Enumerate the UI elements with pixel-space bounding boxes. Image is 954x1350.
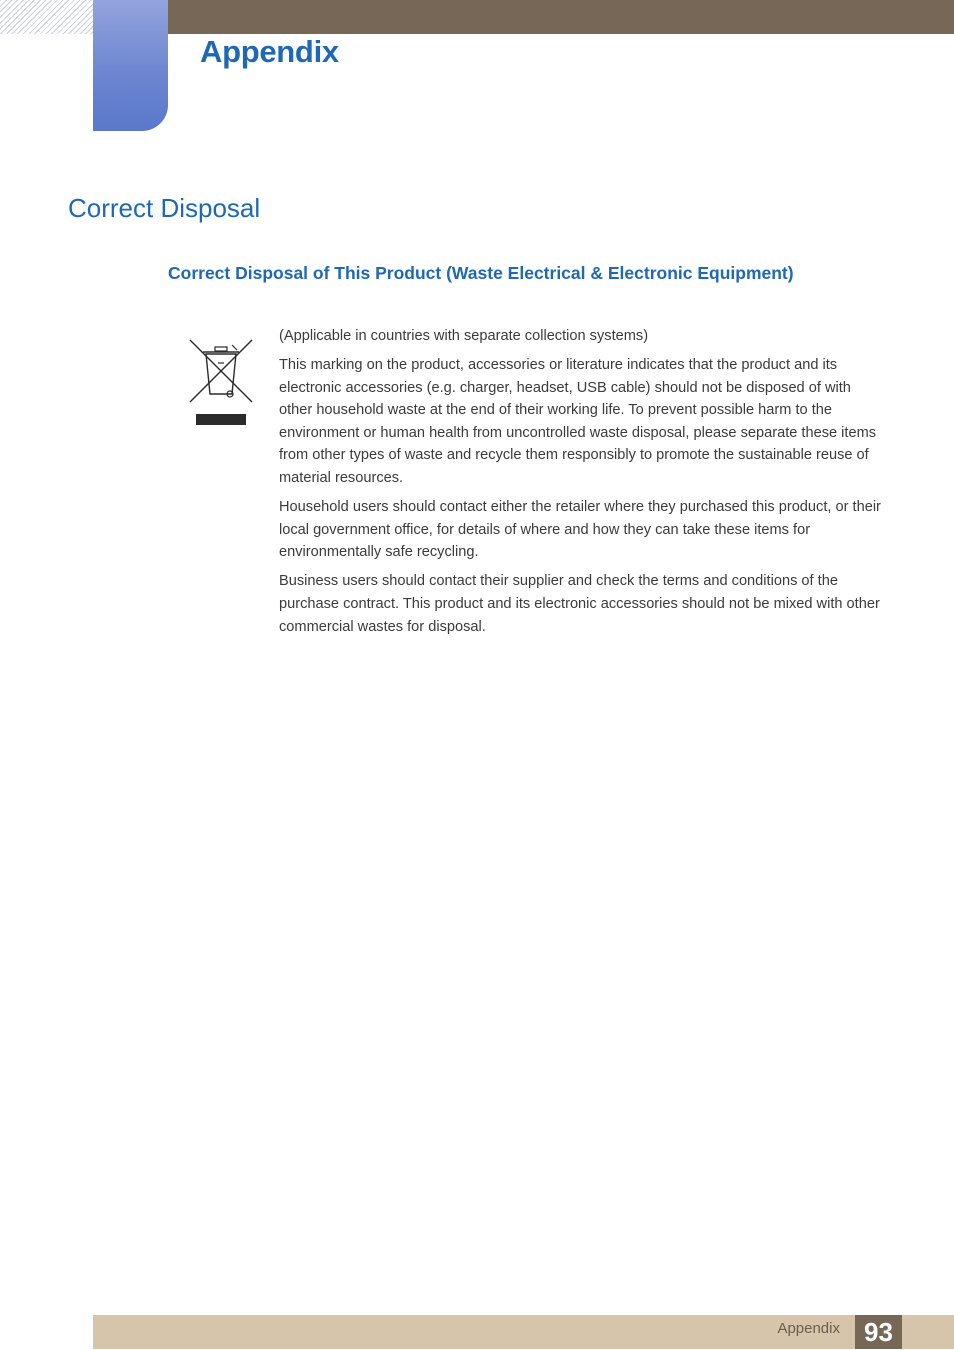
paragraph-marking: This marking on the product, accessories or literature indicates that the product and its electronic accessories (e.g. charger, headset, USB cable) should not be disposed of with other household waste at the end of their working life. To prevent possible harm to the environment or human health from uncontrolled waste disposal, please separate these items from other types of waste and recycle them responsibly to promote the sustainable reuse of material resources. — [279, 357, 877, 487]
chapter-tab — [93, 0, 168, 131]
header-bar — [168, 0, 954, 34]
footer-chapter-label: Appendix — [777, 1320, 840, 1337]
paragraph-business-users: Business users should contact their supplier and check the terms and conditions of the purchase contract. This product and its electronic accessories should not be mixed with other commercial wastes for disposal. — [279, 573, 880, 635]
weee-crossed-bin-icon — [188, 336, 254, 428]
body-text — [279, 325, 881, 645]
applicability-note: (Applicable in countries with separate collection systems) — [279, 328, 649, 344]
chapter-title: Appendix — [200, 34, 339, 69]
page-number: 93 — [855, 1315, 902, 1349]
header-hatch-decoration — [0, 0, 93, 34]
paragraph-household-users: Household users should contact either the retailer where they purchased this product, or their local government office, for details of where and how they can take these items for environmentally safe recycling. — [279, 499, 881, 561]
section-title: Correct Disposal — [68, 193, 261, 223]
subsection-title: Correct Disposal of This Product (Waste Electrical & Electronic Equipment) — [168, 263, 794, 283]
